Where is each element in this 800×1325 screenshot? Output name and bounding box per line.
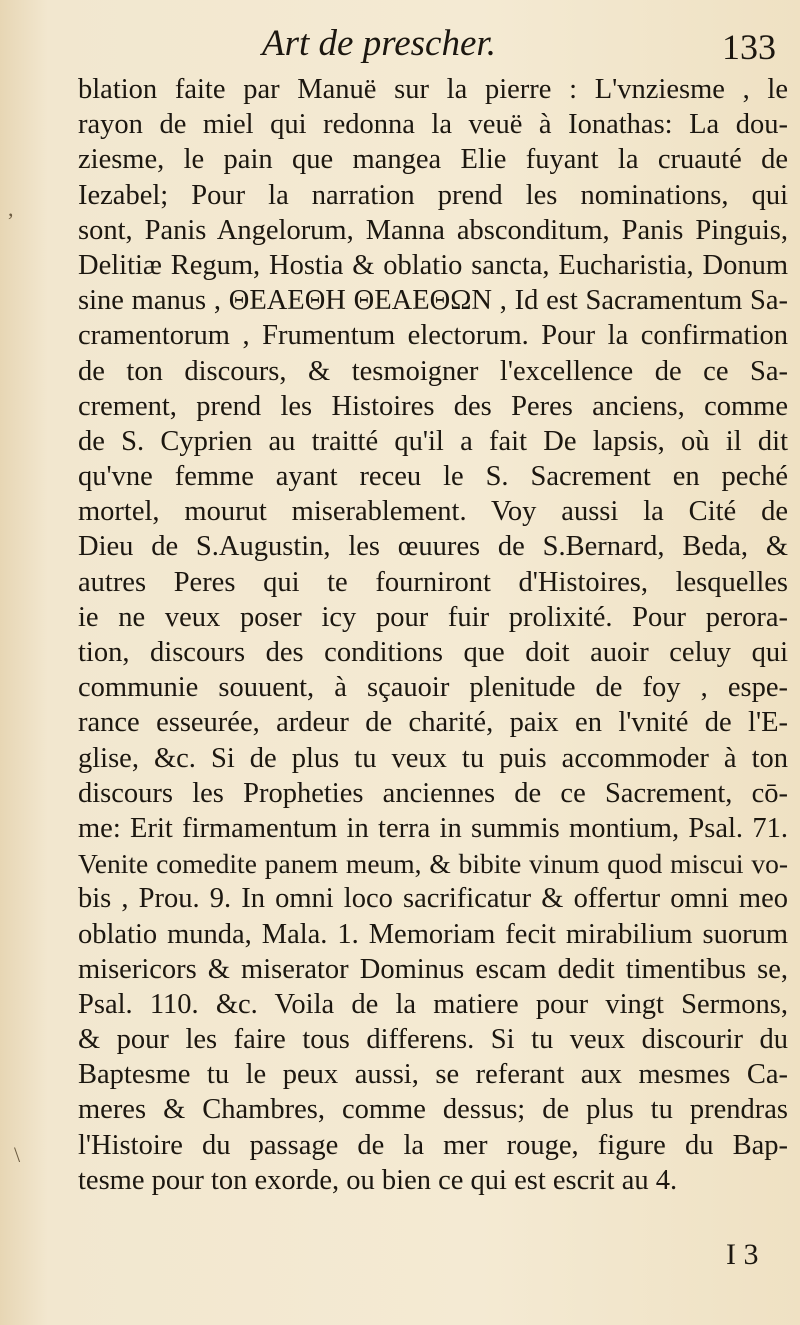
- text-line: bis , Prou. 9. In omni loco sacrificatur & offertur omni meo: [78, 883, 788, 915]
- text-line: mortel, mourut miserablement. Voy aussi la Cité de: [78, 496, 788, 528]
- text-line: meres & Chambres, comme dessus; de plus tu prendras: [78, 1094, 788, 1126]
- page-header: [0, 10, 800, 70]
- text-line: sine manus , ΘΕΑΕΘΗ ΘΕΑΕΘΩΝ , Id est Sacramentum Sa-: [78, 285, 788, 317]
- text-line: Venite comedite panem meum, & bibite vinum quod miscui vo-: [78, 848, 788, 880]
- text-line: misericors & miserator Dominus escam dedit timentibus se,: [78, 953, 788, 985]
- text-line: cramentorum , Frumentum electorum. Pour la confirmation: [78, 320, 788, 352]
- text-line: discours les Propheties anciennes de ce Sacrement, cō-: [78, 777, 788, 809]
- text-line: glise, &c. Si de plus tu veux tu puis accommoder à ton: [78, 742, 788, 774]
- text-line: & pour les faire tous differens. Si tu veux discourir du: [78, 1024, 788, 1056]
- body-text: [78, 72, 788, 1198]
- text-line: crement, prend les Histoires des Peres anciens, comme: [78, 390, 788, 422]
- signature-mark: I 3: [726, 1238, 759, 1271]
- text-line: de ton discours, & tesmoigner l'excellence de ce Sa-: [78, 355, 788, 387]
- margin-mark: \: [14, 1142, 21, 1167]
- text-line: ie ne veux poser icy pour fuir prolixité. Pour perora-: [78, 601, 788, 633]
- text-line: Baptesme tu le peux aussi, se referant aux mesmes Ca-: [78, 1059, 788, 1091]
- margin-mark: ,: [8, 196, 14, 221]
- text-line: ziesme, le pain que mangea Elie fuyant la cruauté de: [78, 144, 788, 176]
- running-title: Art de prescher.: [262, 23, 496, 64]
- text-line: Dieu de S.Augustin, les œuures de S.Bernard, Beda, &: [78, 531, 788, 563]
- text-line: me: Erit firmamentum in terra in summis montium, Psal. 71.: [78, 812, 788, 844]
- page-number: 133: [722, 27, 776, 67]
- text-line: autres Peres qui te fourniront d'Histoires, lesquelles: [78, 566, 788, 598]
- text-line: l'Histoire du passage de la mer rouge, figure du Bap-: [78, 1129, 788, 1161]
- text-line: tesme pour ton exorde, ou bien ce qui est escrit au 4.: [78, 1164, 678, 1196]
- text-line: tion, discours des conditions que doit auoir celuy qui: [78, 637, 788, 668]
- text-line: de S. Cyprien au traitté qu'il a fait De lapsis, où il dit: [78, 425, 788, 457]
- text-line: sont, Panis Angelorum, Manna absconditum, Panis Pinguis,: [78, 214, 788, 246]
- text-line: oblatio munda, Mala. 1. Memoriam fecit mirabilium suorum: [78, 918, 788, 950]
- text-line: rayon de miel qui redonna la veuë à Ionathas: La dou-: [78, 109, 788, 141]
- text-line: Psal. 110. &c. Voila de la matiere pour vingt Sermons,: [78, 988, 788, 1020]
- text-line: Iezabel; Pour la narration prend les nominations, qui: [78, 179, 788, 211]
- text-line: qu'vne femme ayant receu le S. Sacrement en peché: [78, 461, 788, 493]
- text-line: rance esseurée, ardeur de charité, paix en l'vnité de l'E-: [78, 707, 788, 739]
- text-line: Delitiæ Regum, Hostia & oblatio sancta, Eucharistia, Donum: [78, 249, 788, 281]
- text-line: communie souuent, à sçauoir plenitude de foy , espe-: [78, 672, 788, 704]
- text-line: blation faite par Manuë sur la pierre : L'vnziesme , le: [78, 74, 788, 105]
